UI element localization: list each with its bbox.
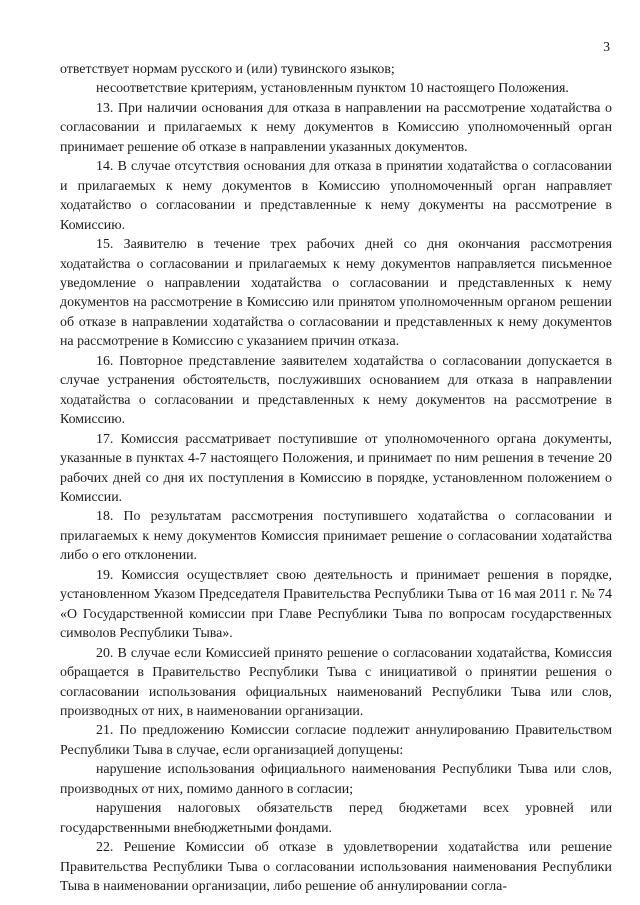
paragraph-22: 22. Решение Комиссии об отказе в удовлетворении ходатайства или решение Правительства Республики Тыва о согласовании использования наименования Республики Тыва в наименовании организации, либо решение об аннулировании согла- [60,840,612,895]
document-body [60,60,612,896]
paragraph-20: 20. В случае если Комиссией принято решение о согласовании ходатайства, Комиссия обращается в Правительство Республики Тыва с инициативой о принятии решения о согласовании использования официальных наименований Республики Тыва или слов, производных от них, в наименовании организации. [60,645,612,719]
paragraph-14: 14. В случае отсутствия основания для отказа в принятии ходатайства о согласовании и прилагаемых к нему документов в Комиссию уполномоченный орган направляет ходатайство о согласовании и представленные к нему документы на рассмотрение в Комиссию. [60,159,612,233]
paragraph-13: 13. При наличии основания для отказа в направлении на рассмотрение ходатайства о согласовании и прилагаемых к нему документов в Комиссию уполномоченный орган принимает решение об отказе в направлении указанных документов. [60,100,612,155]
paragraph-continuation: ответствует нормам русского и (или) тувинского языков; [60,62,395,77]
paragraph-18: 18. По результатам рассмотрения поступившего ходатайства о согласовании и прилагаемых к нему документов Комиссия принимает решение о согласовании ходатайства либо о его отклонении. [60,509,612,564]
paragraph-criteria-mismatch: несоответствие критериям, установленным пунктом 10 настоящего Положения. [96,81,569,97]
page-number: 3 [603,39,610,54]
paragraph-17: 17. Комиссия рассматривает поступившие от уполномоченного органа документы, указанные в пунктах 4-7 настоящего Положения, и принимает по ним решения в течение 20 рабочих дней со дня их поступления в Комиссию в порядке, установленном положением о Комиссии. [60,431,612,505]
paragraph-21: 21. По предложению Комиссии согласие подлежит аннулированию Правительством Республики Тыва в случае, если организацией допущены: [60,723,612,758]
paragraph-16: 16. Повторное представление заявителем ходатайства о согласовании допускается в случае устранения обстоятельств, послуживших основанием для отказа в направлении ходатайства о согласовании и представленных к нему документов на рассмотрение в Комиссию. [60,353,612,428]
paragraph-21-item-2: нарушения налоговых обязательств перед бюджетами всех уровней или государственными внебюджетными фондами. [60,801,612,836]
paragraph-21-item-1: нарушение использования официального наименования Республики Тыва или слов, производных от них, помимо данного в согласии; [60,762,612,797]
paragraph-19: 19. Комиссия осуществляет свою деятельность и принимает решения в порядке, установленном Указом Председателя Правительства Республики Тыва от 16 мая 2011 г. № 74 «О Государственной комиссии при Главе Республики Тыва по вопросам государственных символов Республики Тыва». [60,567,612,642]
paragraph-15: 15. Заявителю в течение трех рабочих дней со дня окончания рассмотрения ходатайства о согласовании и прилагаемых к нему документов направляется письменное уведомление о направлении ходатайства о согласовании и представленных к нему документов на рассмотрение в Комиссию или принятом уполномоченным органом решении об отказе в направлении ходатайства о согласовании и представленных к нему документов на рассмотрение в Комиссию с указанием причин отказа. [60,237,612,350]
